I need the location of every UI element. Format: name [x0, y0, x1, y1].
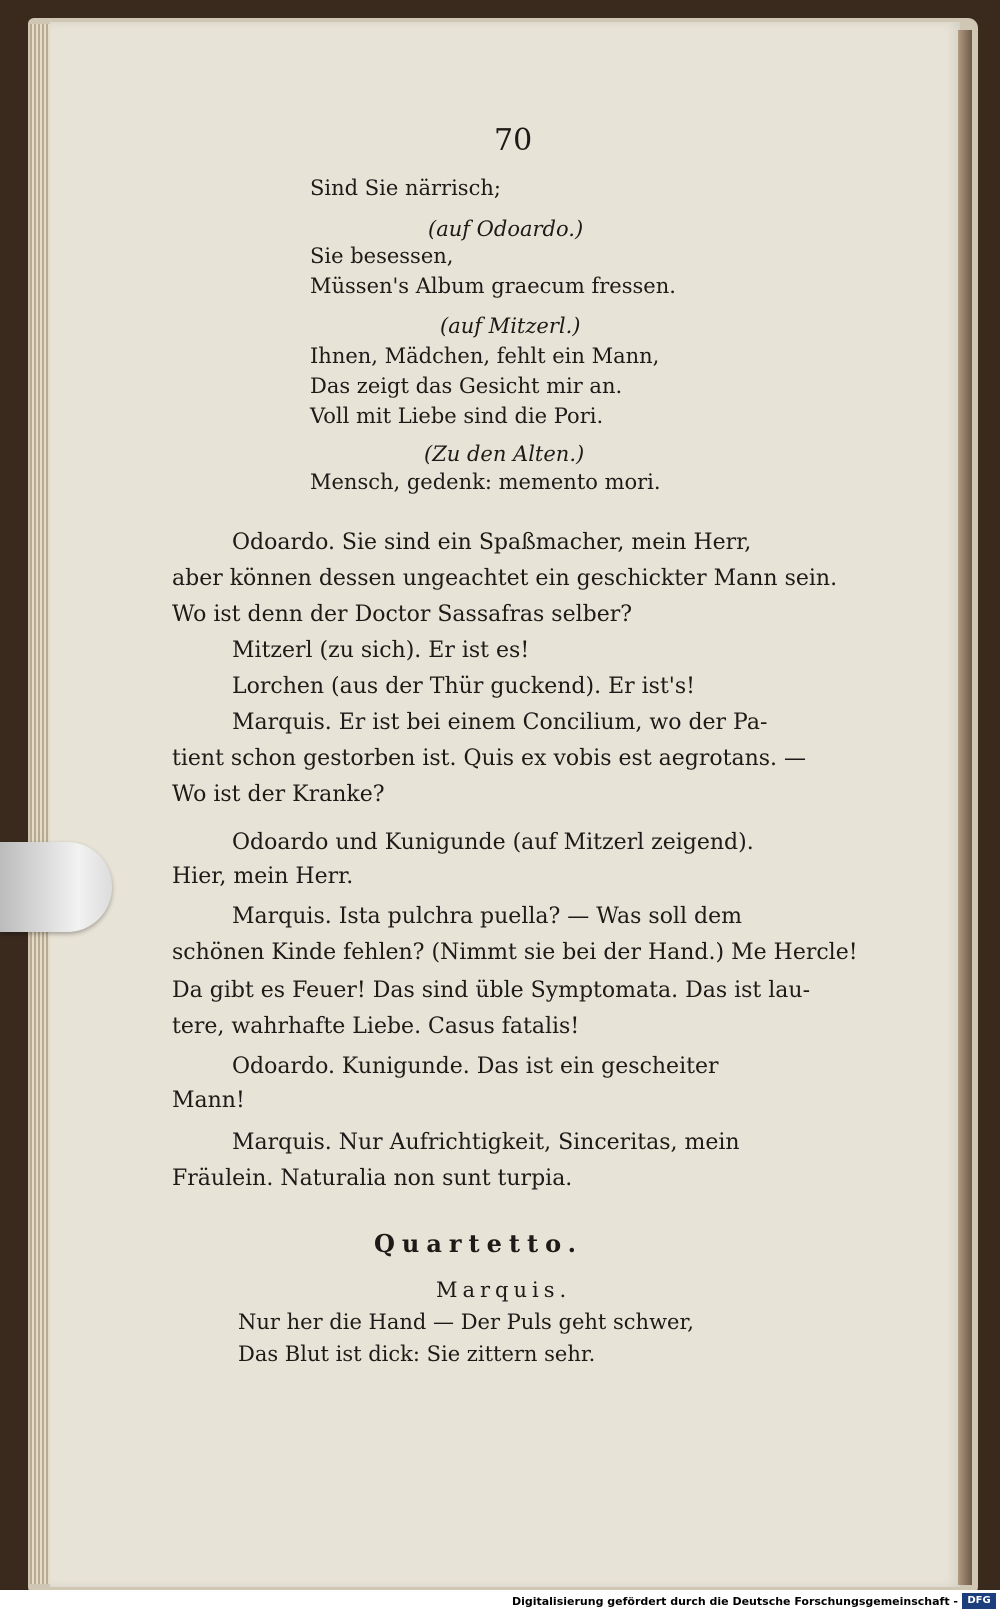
page-number: 70 — [494, 123, 533, 158]
dialogue-line: Hier, mein Herr. — [172, 864, 354, 889]
verse-line: Müssen's Album graecum fressen. — [310, 274, 676, 298]
dfg-logo: DFG — [962, 1593, 996, 1609]
dialogue-line: Odoardo. Sie sind ein Spaßmacher, mein Herr, — [232, 530, 752, 555]
verse-line: Das zeigt das Gesicht mir an. — [310, 374, 623, 398]
gutter-shadow — [958, 30, 972, 1585]
dialogue-line: schönen Kinde fehlen? (Nimmt sie bei der Hand.) Me Hercle! — [172, 940, 858, 965]
digitization-credit: Digitalisierung gefördert durch die Deutsche Forschungsgemeinschaft - — [511, 1595, 958, 1608]
dialogue-line: Wo ist denn der Doctor Sassafras selber? — [172, 602, 633, 627]
verse-line: Sie besessen, — [310, 244, 454, 268]
verse-line: Mensch, gedenk: memento mori. — [310, 470, 661, 494]
dialogue-line: Marquis. Er ist bei einem Concilium, wo der Pa- — [232, 710, 768, 735]
footer-bar — [0, 1590, 1000, 1614]
verse-line: Voll mit Liebe sind die Pori. — [310, 404, 604, 428]
dialogue-line: Odoardo und Kunigunde (auf Mitzerl zeigend). — [232, 830, 754, 855]
dialogue-line: Fräulein. Naturalia non sunt turpia. — [172, 1166, 573, 1191]
dialogue-line: Da gibt es Feuer! Das sind üble Symptomata. Das ist lau- — [172, 978, 811, 1003]
dialogue-line: Odoardo. Kunigunde. Das ist ein gescheiter — [232, 1054, 719, 1079]
stage-direction: (auf Mitzerl.) — [440, 314, 581, 338]
section-heading: Quartetto. — [374, 1229, 584, 1258]
page-clip — [0, 842, 112, 932]
stage-direction: (Zu den Alten.) — [424, 442, 585, 466]
dialogue-line: tere, wahrhafte Liebe. Casus fatalis! — [172, 1014, 580, 1039]
verse-line: Sind Sie närrisch; — [310, 176, 501, 200]
dialogue-line: Marquis. Ista pulchra puella? — Was soll dem — [232, 904, 742, 929]
dialogue-line: Lorchen (aus der Thür guckend). Er ist's! — [232, 674, 695, 699]
speaker-name: Marquis. — [436, 1278, 572, 1302]
dialogue-line: tient schon gestorben ist. Quis ex vobis est aegrotans. — — [172, 746, 807, 771]
page-edges — [30, 24, 50, 1584]
dialogue-line: Mann! — [172, 1088, 245, 1113]
verse-line: Nur her die Hand — Der Puls geht schwer, — [238, 1310, 694, 1334]
verse-line: Ihnen, Mädchen, fehlt ein Mann, — [310, 344, 660, 368]
stage-direction: (auf Odoardo.) — [428, 217, 584, 241]
verse-line: Das Blut ist dick: Sie zittern sehr. — [238, 1342, 596, 1366]
dialogue-line: Wo ist der Kranke? — [172, 782, 385, 807]
dialogue-line: Marquis. Nur Aufrichtigkeit, Sinceritas, mein — [232, 1130, 740, 1155]
dialogue-line: Mitzerl (zu sich). Er ist es! — [232, 638, 530, 663]
dialogue-line: aber können dessen ungeachtet ein geschickter Mann sein. — [172, 566, 838, 591]
